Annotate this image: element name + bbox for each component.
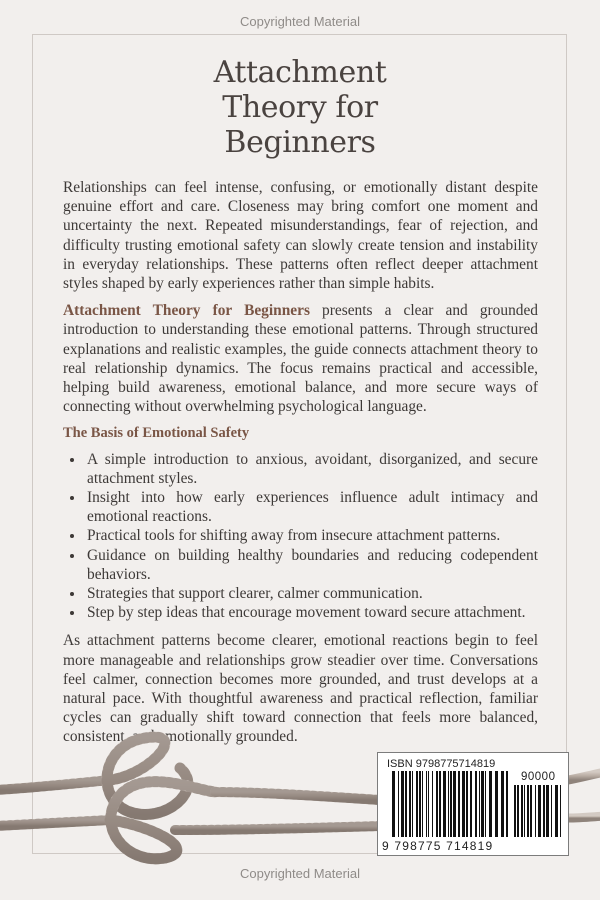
list-item: • Practical tools for shifting away from insecure attachment patterns. <box>85 526 538 545</box>
price-barcode-bars <box>514 785 562 837</box>
blurb <box>63 178 538 755</box>
bullet-list <box>63 450 538 623</box>
isbn-barcode <box>377 752 569 856</box>
list-item: • Guidance on building healthy boundaries and reducing codependent behaviors. <box>85 546 538 584</box>
description-paragraph <box>63 301 538 416</box>
isbn-label: ISBN 9798775714819 <box>387 758 496 770</box>
section-heading: The Basis of Emotional Safety <box>63 425 250 442</box>
title-line: Beginners <box>224 125 376 160</box>
watermark-top: Copyrighted Material <box>240 14 360 29</box>
list-item: • A simple introduction to anxious, avoidant, disorganized, and secure attachment styles. <box>85 450 538 488</box>
isbn-digits: 9 798775 714819 <box>382 839 494 853</box>
book-title <box>0 55 600 160</box>
intro-paragraph: Relationships can feel intense, confusing, or emotionally distant despite genuine effort and care. Closeness may bring comfort one moment and uncertainty the next. Repeated misunderstandings, fear of rejection, and difficulty trusting emotional safety can slowly create tension and instability in everyday relationships. These patterns often reflect deeper attachment styles shaped by early experiences rather than simple habits. <box>63 179 538 293</box>
barcode-bars <box>392 771 510 837</box>
title-line: Attachment <box>213 55 387 90</box>
list-item: • Insight into how early experiences influence adult intimacy and emotional reactions. <box>85 488 538 526</box>
list-item: • Step by step ideas that encourage movement toward secure attachment. <box>85 603 538 622</box>
list-item: • Strategies that support clearer, calmer communication. <box>85 584 538 603</box>
closing-paragraph: As attachment patterns become clearer, emotional reactions begin to feel more manageable and relationships grow steadier over time. Conversations feel calmer, connection becomes more grounded, and trust develops at a natural pace. With thoughtful awareness and practical reflection, familiar cycles can gradually shift toward connection that feels more balanced, consistent, and emotionally grounded. <box>63 632 538 746</box>
price-code: 90000 <box>521 771 556 783</box>
description-text: presents a clear and grounded introduction to understanding these emotional patterns. Through structured explanations and realistic examples, the guide connects attachment theory to real relationship dynamics. The focus remains practical and accessible, helping build awareness, emotional balance, and more secure ways of connecting without overwhelming psychological language. <box>63 302 538 416</box>
title-line: Theory for <box>222 90 378 125</box>
watermark-bottom: Copyrighted Material <box>240 866 360 881</box>
book-title-inline: Attachment Theory for Beginners <box>63 302 310 320</box>
